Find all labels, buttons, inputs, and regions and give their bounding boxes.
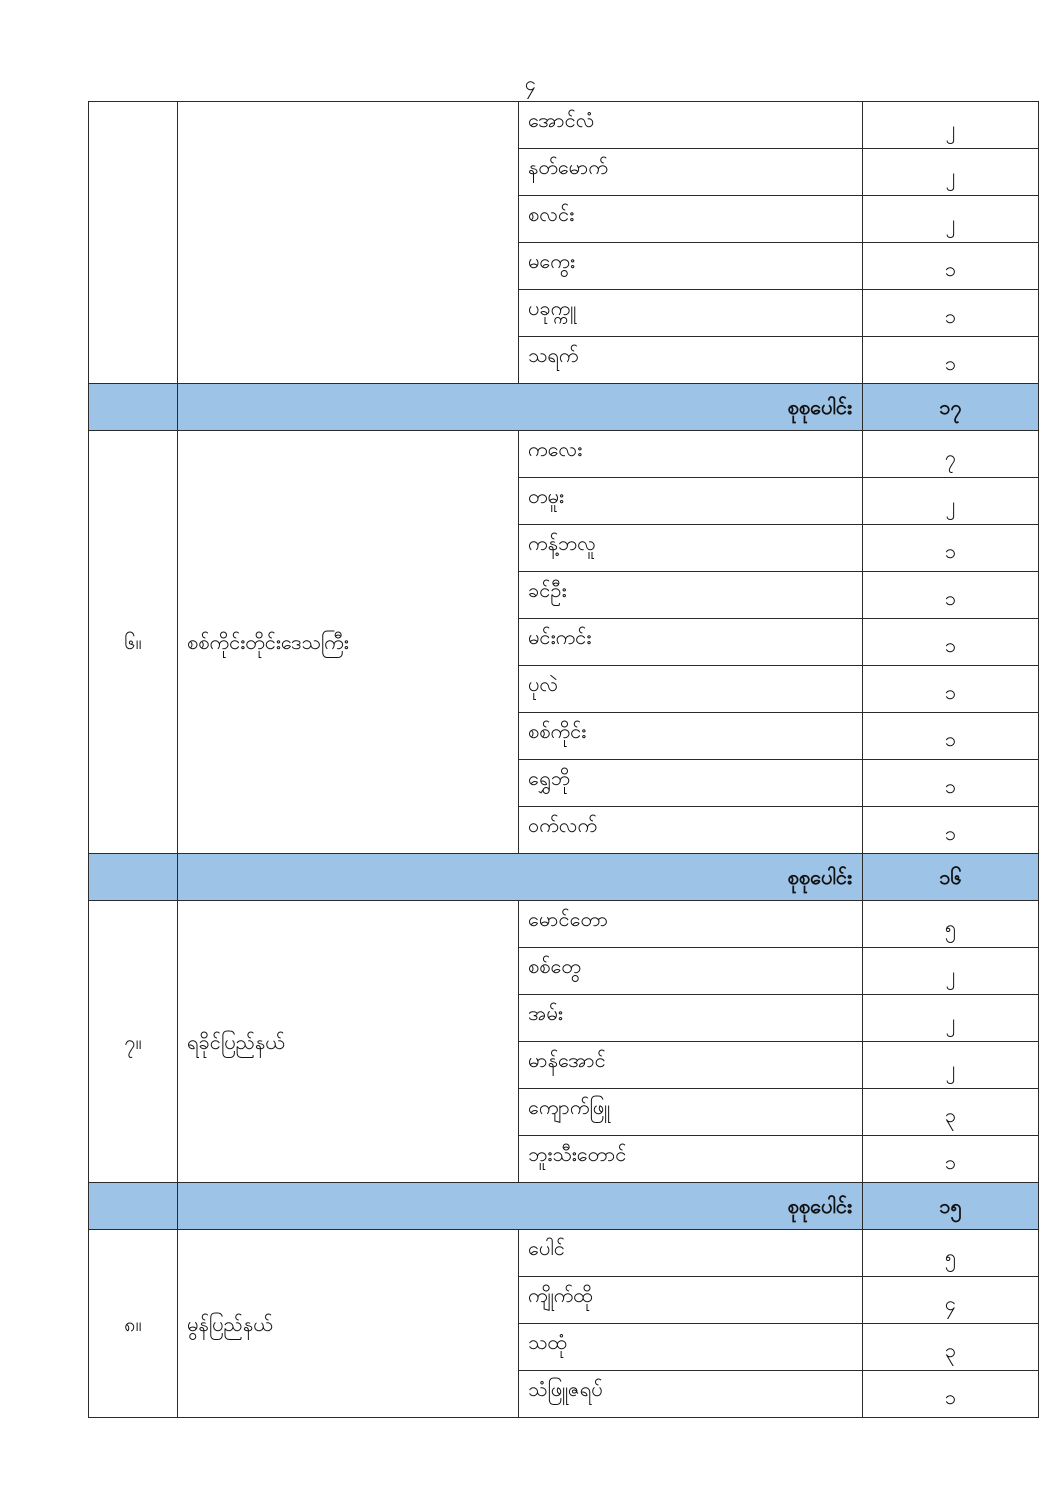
table-row bbox=[89, 431, 1039, 478]
count-value: ၂ bbox=[945, 1056, 956, 1080]
township-cell bbox=[519, 1089, 863, 1136]
count-value: ၅ bbox=[944, 915, 957, 939]
total-value: ၁၆ bbox=[863, 854, 1039, 901]
count-value: ၂ bbox=[945, 492, 956, 516]
township-table bbox=[88, 101, 1039, 1418]
count-value: ၃ bbox=[944, 1103, 957, 1127]
township-name: တမူး bbox=[528, 484, 564, 508]
township-name: ဘူးသီးတောင် bbox=[528, 1142, 627, 1166]
township-name: ပေါင် bbox=[528, 1236, 565, 1260]
township-cell bbox=[519, 807, 863, 854]
township-name: နတ်မောက် bbox=[528, 155, 608, 179]
count-value: ၁ bbox=[944, 774, 957, 798]
count-value: ၂ bbox=[945, 962, 956, 986]
township-name: စလင်း bbox=[528, 202, 575, 226]
township-cell bbox=[519, 196, 863, 243]
count-cell bbox=[863, 525, 1039, 572]
township-name: စစ်တွေ bbox=[528, 954, 581, 978]
count-cell bbox=[863, 1277, 1039, 1324]
township-cell bbox=[519, 102, 863, 149]
count-value: ၁ bbox=[944, 1385, 957, 1409]
township-name: ဝက်လက် bbox=[528, 813, 598, 837]
region-cell: မွန်ပြည်နယ် bbox=[178, 1230, 519, 1418]
count-cell bbox=[863, 807, 1039, 854]
count-value: ၁ bbox=[944, 351, 957, 375]
count-cell bbox=[863, 995, 1039, 1042]
township-name: အောင်လံ bbox=[528, 108, 595, 132]
township-name: ရွှေဘို bbox=[528, 766, 570, 790]
total-row-blank-cell bbox=[89, 1183, 178, 1230]
count-cell bbox=[863, 572, 1039, 619]
count-value: ၂ bbox=[945, 163, 956, 187]
table-row bbox=[89, 102, 1039, 149]
total-row bbox=[89, 854, 1039, 901]
count-value: ၁ bbox=[944, 539, 957, 563]
township-cell bbox=[519, 1324, 863, 1371]
township-name: အမ်း bbox=[528, 1001, 563, 1025]
count-cell bbox=[863, 1371, 1039, 1418]
township-name: သံဖြူဇရပ် bbox=[528, 1377, 603, 1401]
count-cell bbox=[863, 1089, 1039, 1136]
count-cell bbox=[863, 243, 1039, 290]
township-cell bbox=[519, 760, 863, 807]
count-cell bbox=[863, 619, 1039, 666]
row-number-cell bbox=[89, 102, 178, 384]
count-cell bbox=[863, 760, 1039, 807]
township-name: ပုလဲ bbox=[528, 672, 559, 696]
count-value: ၂ bbox=[945, 116, 956, 140]
township-cell bbox=[519, 1371, 863, 1418]
township-name: မောင်တော bbox=[528, 907, 609, 931]
count-cell bbox=[863, 901, 1039, 948]
township-name: မာန်အောင် bbox=[528, 1048, 606, 1072]
township-cell bbox=[519, 1230, 863, 1277]
township-cell bbox=[519, 290, 863, 337]
table-row bbox=[89, 1230, 1039, 1277]
count-value: ၁ bbox=[944, 727, 957, 751]
region-cell: စစ်ကိုင်းတိုင်းဒေသကြီး bbox=[178, 431, 519, 854]
township-cell bbox=[519, 1277, 863, 1324]
township-name: ခင်ဦး bbox=[528, 578, 567, 602]
count-cell bbox=[863, 1042, 1039, 1089]
total-row bbox=[89, 1183, 1039, 1230]
count-cell bbox=[863, 149, 1039, 196]
township-cell bbox=[519, 666, 863, 713]
row-number-cell: ၆။ bbox=[89, 431, 178, 854]
township-name: သရက် bbox=[528, 343, 579, 367]
total-value: ၁၅ bbox=[863, 1183, 1039, 1230]
township-cell bbox=[519, 713, 863, 760]
count-cell bbox=[863, 196, 1039, 243]
total-row bbox=[89, 384, 1039, 431]
count-value: ၁ bbox=[944, 257, 957, 281]
count-value: ၃ bbox=[944, 1338, 957, 1362]
count-cell bbox=[863, 948, 1039, 995]
township-name: သထုံ bbox=[528, 1330, 567, 1354]
count-value: ၁ bbox=[944, 586, 957, 610]
total-label: စုစုပေါင်း bbox=[178, 384, 863, 431]
township-cell bbox=[519, 572, 863, 619]
township-name: စစ်ကိုင်း bbox=[528, 719, 587, 743]
township-cell bbox=[519, 948, 863, 995]
total-label: စုစုပေါင်း bbox=[178, 1183, 863, 1230]
township-name: ကျောက်ဖြူ bbox=[528, 1095, 610, 1119]
count-cell bbox=[863, 1230, 1039, 1277]
count-value: ၁ bbox=[944, 821, 957, 845]
count-value: ၁ bbox=[944, 1150, 957, 1174]
count-cell bbox=[863, 666, 1039, 713]
total-row-blank-cell bbox=[89, 384, 178, 431]
count-value: ၂ bbox=[945, 1009, 956, 1033]
township-name: မကွေး bbox=[528, 249, 575, 273]
township-cell bbox=[519, 525, 863, 572]
count-cell bbox=[863, 102, 1039, 149]
count-value: ၁ bbox=[944, 680, 957, 704]
township-cell bbox=[519, 243, 863, 290]
township-name: ကလေး bbox=[528, 437, 583, 461]
township-cell bbox=[519, 431, 863, 478]
township-cell bbox=[519, 1042, 863, 1089]
region-cell: ရခိုင်ပြည်နယ် bbox=[178, 901, 519, 1183]
count-cell bbox=[863, 1324, 1039, 1371]
count-cell bbox=[863, 431, 1039, 478]
township-cell bbox=[519, 478, 863, 525]
total-row-blank-cell bbox=[89, 854, 178, 901]
township-cell bbox=[519, 619, 863, 666]
total-value: ၁၇ bbox=[863, 384, 1039, 431]
count-cell bbox=[863, 337, 1039, 384]
table-body bbox=[89, 102, 1039, 1418]
township-cell bbox=[519, 149, 863, 196]
count-value: ၁ bbox=[944, 633, 957, 657]
row-number-cell: ၈။ bbox=[89, 1230, 178, 1418]
count-value: ၁ bbox=[944, 304, 957, 328]
count-value: ၂ bbox=[945, 210, 956, 234]
count-value: ၄ bbox=[944, 1291, 957, 1315]
count-cell bbox=[863, 478, 1039, 525]
count-cell bbox=[863, 290, 1039, 337]
township-cell bbox=[519, 1136, 863, 1183]
total-label: စုစုပေါင်း bbox=[178, 854, 863, 901]
township-name: ပခုက္ကူ bbox=[528, 296, 576, 320]
count-cell bbox=[863, 713, 1039, 760]
township-cell bbox=[519, 337, 863, 384]
count-cell bbox=[863, 1136, 1039, 1183]
page-number: ၄ bbox=[524, 71, 537, 95]
region-cell bbox=[178, 102, 519, 384]
count-value: ၅ bbox=[944, 1244, 957, 1268]
table-row bbox=[89, 901, 1039, 948]
row-number-cell: ၇။ bbox=[89, 901, 178, 1183]
township-cell bbox=[519, 901, 863, 948]
township-name: ကန့်ဘလူ bbox=[528, 531, 596, 555]
township-name: ကျိုက်ထို bbox=[528, 1283, 593, 1307]
count-value: ၇ bbox=[944, 445, 957, 469]
township-name: မင်းကင်း bbox=[528, 625, 592, 649]
township-cell bbox=[519, 995, 863, 1042]
